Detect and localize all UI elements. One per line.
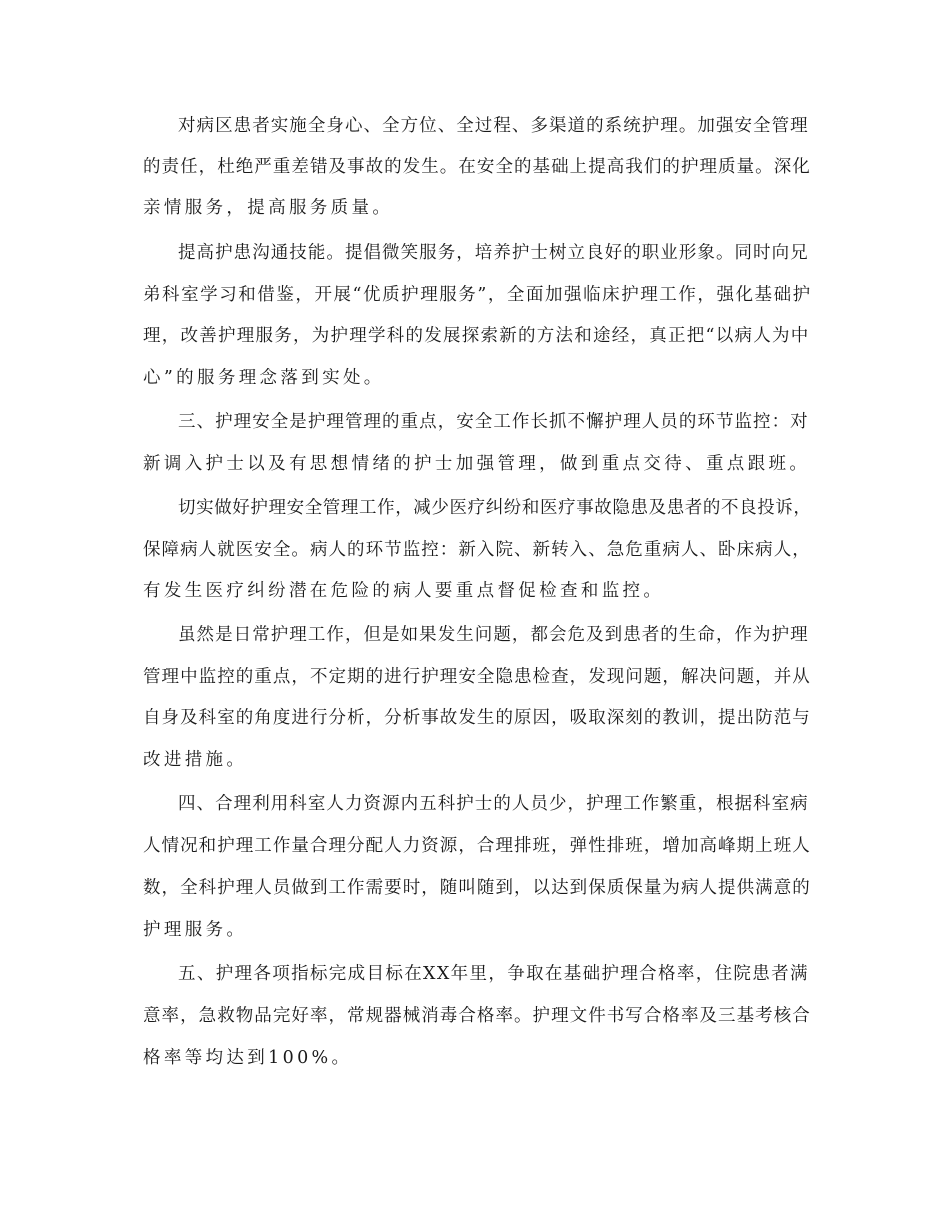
paragraph-5-line-3: 自身及科室的角度进行分析，分析事故发生的原因，吸取深刻的教训，提出防范与 <box>143 708 811 728</box>
paragraph-3-line-1: 三、护理安全是护理管理的重点，安全工作长抓不懈护理人员的环节监控：对 <box>178 412 809 432</box>
paragraph-1-line-2: 的责任，杜绝严重差错及事故的发生。在安全的基础上提高我们的护理质量。深化 <box>143 157 811 177</box>
paragraph-2-line-4: 心”的服务理念落到实处。 <box>143 368 385 388</box>
paragraph-5-line-1: 虽然是日常护理工作，但是如果发生问题，都会危及到患者的生命，作为护理 <box>178 625 809 645</box>
paragraph-6-line-2: 人情况和护理工作量合理分配人力资源，合理排班，弹性排班，增加高峰期上班人 <box>143 836 811 856</box>
paragraph-1-line-3: 亲情服务，提高服务质量。 <box>143 198 394 218</box>
paragraph-7-line-2: 意率，急救物品完好率，常规器械消毒合格率。护理文件书写合格率及三基考核合 <box>143 1006 811 1026</box>
paragraph-2-line-1: 提高护患沟通技能。提倡微笑服务，培养护士树立良好的职业形象。同时向兄 <box>178 243 809 263</box>
paragraph-6-line-1: 四、合理利用科室人力资源内五科护士的人员少，护理工作繁重，根据科室病 <box>178 794 809 814</box>
paragraph-6-line-4: 护理服务。 <box>143 920 248 940</box>
paragraph-3-line-2: 新调入护士以及有思想情绪的护士加强管理，做到重点交待、重点跟班。 <box>143 454 811 474</box>
paragraph-2-line-2: 弟科室学习和借鉴，开展“优质护理服务”，全面加强临床护理工作，强化基础护 <box>143 285 812 305</box>
paragraph-4-line-3: 有发生医疗纠纷潜在危险的病人要重点督促检查和监控。 <box>143 581 665 601</box>
paragraph-5-line-4: 改进措施。 <box>143 750 248 770</box>
paragraph-5-line-2: 管理中监控的重点，不定期的进行护理安全隐患检查，发现问题，解决问题，并从 <box>143 667 811 687</box>
paragraph-7-line-3: 格率等均达到100%。 <box>143 1048 353 1068</box>
paragraph-6-line-3: 数，全科护理人员做到工作需要时，随叫随到，以达到保质保量为病人提供满意的 <box>143 878 811 898</box>
paragraph-1-line-1: 对病区患者实施全身心、全方位、全过程、多渠道的系统护理。加强安全管理 <box>178 116 809 136</box>
paragraph-7-line-1: 五、护理各项指标完成目标在XX年里，争取在基础护理合格率，住院患者满 <box>178 964 809 984</box>
paragraph-2-line-3: 理，改善护理服务，为护理学科的发展探索新的方法和途经，真正把“以病人为中 <box>143 326 810 346</box>
paragraph-4-line-2: 保障病人就医安全。病人的环节监控：新入院、新转入、急危重病人、卧床病人， <box>143 540 811 560</box>
paragraph-4-line-1: 切实做好护理安全管理工作，减少医疗纠纷和医疗事故隐患及患者的不良投诉， <box>178 498 812 518</box>
